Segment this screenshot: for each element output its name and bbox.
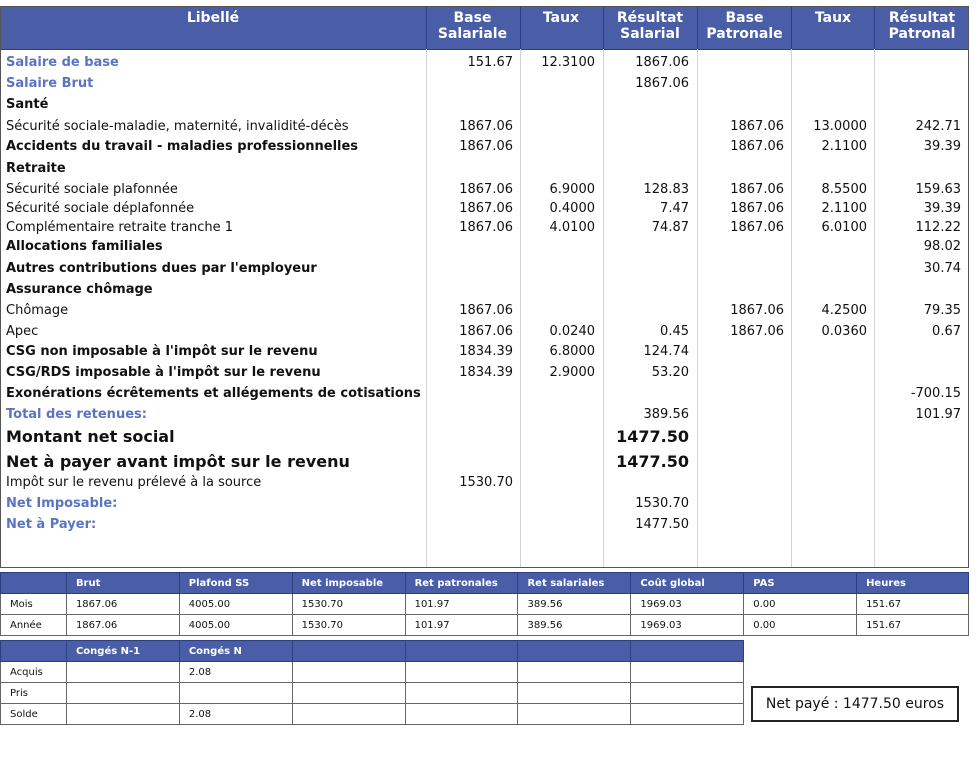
row-value-base: 1530.70 [459,475,513,490]
conges-cell [631,683,744,704]
payslip-row [1,301,968,321]
row-label: Complémentaire retraite tranche 1 [6,220,234,235]
row-value-base: 1834.39 [459,365,513,380]
row-label: Accidents du travail - maladies professionnelles [6,139,359,154]
conges-cell [66,704,179,725]
row-value-bpat: 1867.06 [730,201,784,216]
payslip-row [1,218,968,238]
row-value-taux: 0.0240 [549,324,595,339]
row-label: Chômage [6,303,69,318]
summary-cell: Année [1,615,67,636]
summary-cell: 389.56 [518,615,631,636]
conges-cell [405,683,518,704]
row-value-taux: 6.8000 [549,344,595,359]
row-value-base: 1867.06 [459,303,513,318]
row-value-res: 74.87 [651,220,689,235]
summary-cell: Heures [857,573,969,594]
header-base-salariale: Base Salariale [437,10,508,42]
summary-cell: 4005.00 [179,615,292,636]
row-label: Retraite [6,161,66,176]
conges-row [1,683,744,704]
summary-cell: 101.97 [405,594,518,615]
conges-cell [179,683,292,704]
row-value-res: 1477.50 [635,517,689,532]
summary-cell: Brut [66,573,179,594]
header-divider [874,7,875,49]
header-divider [603,7,604,49]
row-value-base: 1867.06 [459,201,513,216]
row-value-tpat: 6.0100 [821,220,867,235]
row-value-res: 128.83 [643,182,689,197]
conges-cell: 2.08 [179,704,292,725]
header-base-patronale: Base Patronale [706,10,783,42]
conges-header-row [1,641,744,662]
row-value-res: 7.47 [660,201,689,216]
payslip-table [0,6,969,568]
summary-cell: 4005.00 [179,594,292,615]
row-value-bpat: 1867.06 [730,324,784,339]
row-value-rpat: 0.67 [932,324,961,339]
row-value-bpat: 1867.06 [730,119,784,134]
summary-cell: 389.56 [518,594,631,615]
payslip-row [1,74,968,94]
summary-cell: Ret patronales [405,573,518,594]
payslip-row [1,452,968,472]
payslip-row [1,342,968,362]
row-value-bpat: 1867.06 [730,139,784,154]
conges-cell [66,683,179,704]
row-value-res: 1530.70 [635,496,689,511]
row-value-res: 389.56 [643,407,689,422]
row-label: Total des retenues: [6,407,147,422]
row-value-tpat: 13.0000 [813,119,867,134]
summary-cell: 0.00 [744,615,857,636]
conges-cell [518,641,631,662]
payslip-row [1,117,968,137]
row-value-rpat: 159.63 [915,182,961,197]
row-value-tpat: 2.1100 [821,139,867,154]
row-label: Allocations familiales [6,239,163,254]
conges-cell: Congés N [179,641,292,662]
row-value-tpat: 4.2500 [821,303,867,318]
summary-row [1,594,969,615]
conges-cell [518,704,631,725]
conges-cell [631,704,744,725]
row-label: Salaire de base [6,55,119,70]
conges-cell [1,641,67,662]
summary-row [1,615,969,636]
summary-cell: 1530.70 [292,594,405,615]
payslip-row [1,53,968,73]
conges-cell: Acquis [1,662,67,683]
row-label: Assurance chômage [6,282,153,297]
column-divider [520,7,521,567]
payslip-row [1,137,968,157]
row-label: Net à payer avant impôt sur le revenu [6,452,350,471]
conges-cell [405,704,518,725]
payslip-row [1,237,968,257]
row-label: Sécurité sociale déplafonnée [6,201,195,216]
header-taux-salarial: Taux [542,10,580,26]
row-label: Net Imposable: [6,496,118,511]
conges-cell [292,662,405,683]
summary-cell: 1969.03 [631,615,744,636]
row-value-rpat: 101.97 [915,407,961,422]
header-divider [520,7,521,49]
payslip-header [1,7,968,50]
row-value-base: 1867.06 [459,324,513,339]
summary-header-row [1,573,969,594]
row-value-rpat: -700.15 [910,386,961,401]
row-value-res: 124.74 [643,344,689,359]
summary-cell: 1867.06 [66,594,179,615]
row-label: Autres contributions dues par l'employeur [6,261,317,276]
column-divider [791,7,792,567]
payslip-row [1,280,968,300]
row-value-taux: 4.0100 [549,220,595,235]
row-value-taux: 12.3100 [541,55,595,70]
conges-row [1,704,744,725]
row-value-base: 1867.06 [459,182,513,197]
row-value-taux: 0.4000 [549,201,595,216]
summary-cell: Net imposable [292,573,405,594]
row-value-res: 1477.50 [616,427,689,446]
row-value-rpat: 242.71 [915,119,961,134]
header-taux-patronal: Taux [814,10,852,26]
row-value-rpat: 30.74 [923,261,961,276]
conges-cell: Pris [1,683,67,704]
payslip-row [1,95,968,115]
row-value-bpat: 1867.06 [730,182,784,197]
row-value-res: 53.20 [651,365,689,380]
header-divider [426,7,427,49]
summary-cell: Coût global [631,573,744,594]
conges-cell [405,641,518,662]
row-value-res: 1477.50 [616,452,689,471]
summary-table [0,572,969,636]
header-resultat-salarial: Résultat Salarial [616,10,684,42]
row-label: Sécurité sociale-maladie, maternité, invalidité-décès [6,119,349,134]
row-label: Exonérations écrêtements et allégements de cotisations [6,386,421,401]
row-label: CSG non imposable à l'impôt sur le revenu [6,344,318,359]
row-label: Santé [6,97,49,112]
conges-cell [405,662,518,683]
conges-cell [292,704,405,725]
header-divider [697,7,698,49]
row-value-rpat: 98.02 [923,239,961,254]
column-divider [697,7,698,567]
conges-cell [292,641,405,662]
conges-cell [518,683,631,704]
payslip-row [1,363,968,383]
row-label: Sécurité sociale plafonnée [6,182,178,197]
payslip-row [1,322,968,342]
payslip-row [1,159,968,179]
conges-cell: Congés N-1 [66,641,179,662]
column-divider [874,7,875,567]
row-value-rpat: 79.35 [923,303,961,318]
row-value-base: 1867.06 [459,139,513,154]
row-value-tpat: 8.5500 [821,182,867,197]
row-label: Montant net social [6,427,175,446]
column-divider [603,7,604,567]
row-value-res: 1867.06 [635,55,689,70]
row-value-base: 1867.06 [459,220,513,235]
conges-cell: 2.08 [179,662,292,683]
payslip-row [1,180,968,200]
payslip-row [1,259,968,279]
summary-cell: Plafond SS [179,573,292,594]
row-value-taux: 2.9000 [549,365,595,380]
row-value-base: 151.67 [467,55,513,70]
row-value-tpat: 2.1100 [821,201,867,216]
payslip-row [1,473,968,493]
summary-cell: Mois [1,594,67,615]
row-value-bpat: 1867.06 [730,220,784,235]
row-value-res: 0.45 [660,324,689,339]
row-label: Apec [6,324,39,339]
header-resultat-patronal: Résultat Patronal [888,10,956,42]
summary-cell: 0.00 [744,594,857,615]
row-label: CSG/RDS imposable à l'impôt sur le revenu [6,365,321,380]
summary-cell: 1867.06 [66,615,179,636]
row-label: Net à Payer: [6,517,97,532]
payslip-row [1,384,968,404]
conges-cell [631,662,744,683]
summary-cell: Ret salariales [518,573,631,594]
payslip-row [1,199,968,219]
conges-cell [518,662,631,683]
net-paye-box: Net payé : 1477.50 euros [751,686,959,722]
summary-cell: 1530.70 [292,615,405,636]
summary-cell [1,573,67,594]
row-value-base: 1834.39 [459,344,513,359]
conges-table [0,640,744,725]
row-value-rpat: 39.39 [923,201,961,216]
column-divider [426,7,427,567]
row-value-rpat: 39.39 [923,139,961,154]
conges-cell [292,683,405,704]
payslip-row [1,427,968,447]
summary-cell: 151.67 [857,594,969,615]
summary-cell: 1969.03 [631,594,744,615]
summary-cell: 101.97 [405,615,518,636]
conges-cell [66,662,179,683]
row-label: Impôt sur le revenu prélevé à la source [6,475,262,490]
payslip-row [1,494,968,514]
row-label: Salaire Brut [6,76,94,91]
row-value-rpat: 112.22 [915,220,961,235]
row-value-base: 1867.06 [459,119,513,134]
row-value-taux: 6.9000 [549,182,595,197]
row-value-bpat: 1867.06 [730,303,784,318]
summary-cell: 151.67 [857,615,969,636]
payslip-row [1,515,968,535]
conges-row [1,662,744,683]
conges-cell [631,641,744,662]
row-value-res: 1867.06 [635,76,689,91]
summary-cell: PAS [744,573,857,594]
header-libelle: Libellé [186,10,240,26]
header-divider [791,7,792,49]
conges-cell: Solde [1,704,67,725]
row-value-tpat: 0.0360 [821,324,867,339]
payslip-row [1,405,968,425]
